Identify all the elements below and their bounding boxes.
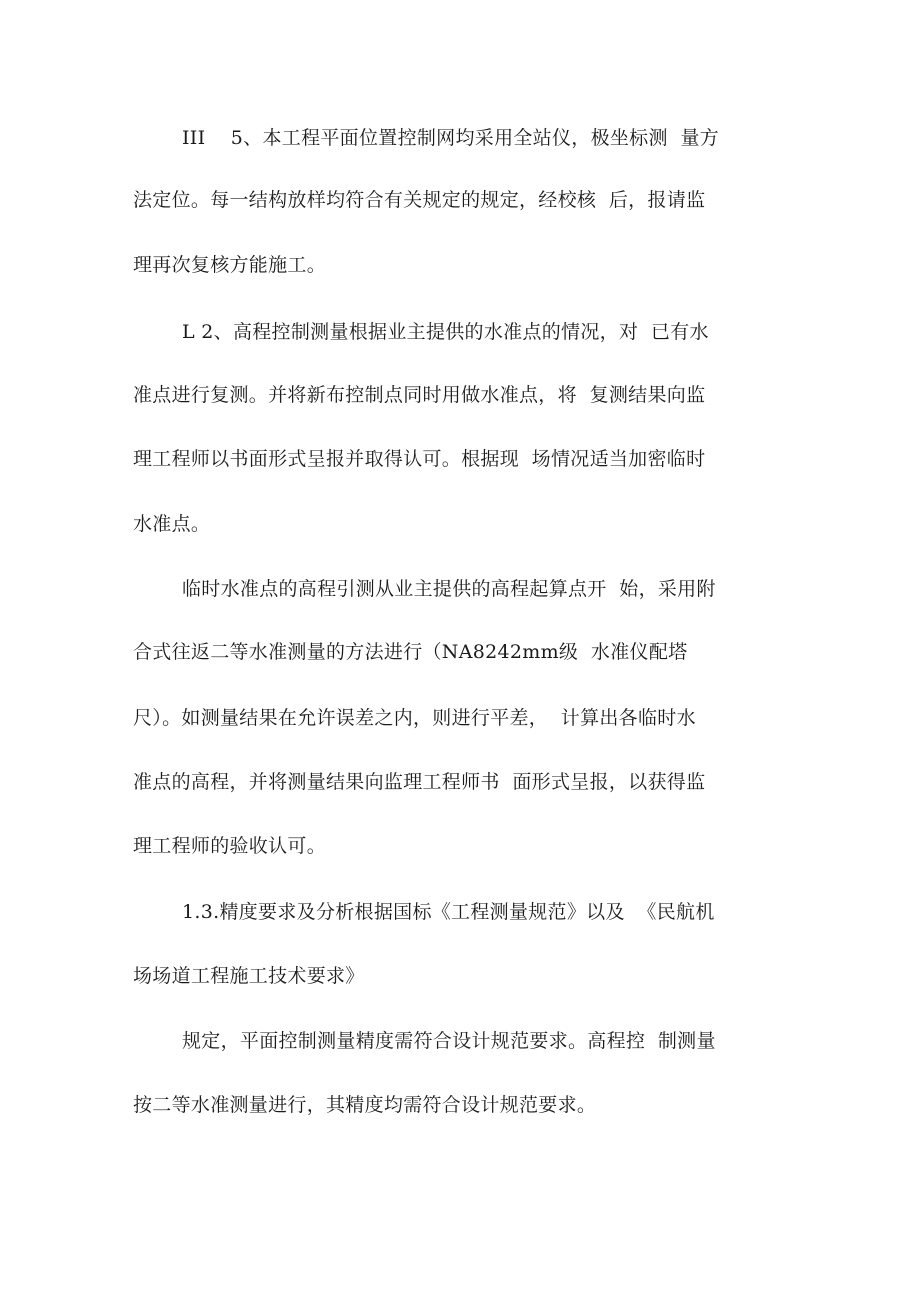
text-line-4: L 2、高程控制测量根据业主提供的水准点的情况，对 已有水 [182, 321, 709, 343]
text-line-6: 理工程师以书面形式呈报并取得认可。根据现 场情况适当加密临时 [133, 448, 706, 470]
text-line-13: 1.3.精度要求及分析根据国标《工程测量规范》以及 《民航机 [182, 901, 715, 923]
text-line-2: 法定位。每一结构放样均符合有关规定的规定，经校核 后，报请监 [133, 189, 706, 211]
text-line-15: 规定，平面控制测量精度需符合设计规范要求。高程控 制测量 [182, 1030, 716, 1052]
text-line-1: III 5、本工程平面位置控制网均采用全站仪，极坐标测 量方 [182, 127, 720, 149]
text-line-10: 尺）。如测量结果在允许误差之内，则进行平差， 计算出各临时水 [133, 707, 696, 729]
text-line-14: 场场道工程施工技术要求》 [133, 965, 365, 987]
text-line-3: 理再次复核方能施工。 [133, 254, 327, 276]
text-line-11: 准点的高程，并将测量结果向监理工程师书 面形式呈报，以获得监 [133, 771, 706, 793]
text-line-7: 水准点。 [133, 513, 211, 535]
text-line-5: 准点进行复测。并将新布控制点同时用做水准点，将 复测结果向监 [133, 384, 706, 406]
text-line-16: 按二等水准测量进行，其精度均需符合设计规范要求。 [133, 1094, 597, 1116]
text-line-9: 合式往返二等水准测量的方法进行（NA8242mm级 水准仪配塔 [133, 641, 688, 663]
text-line-12: 理工程师的验收认可。 [133, 835, 327, 857]
text-line-8: 临时水准点的高程引测从业主提供的高程起算点开 始，采用附 [182, 578, 716, 600]
